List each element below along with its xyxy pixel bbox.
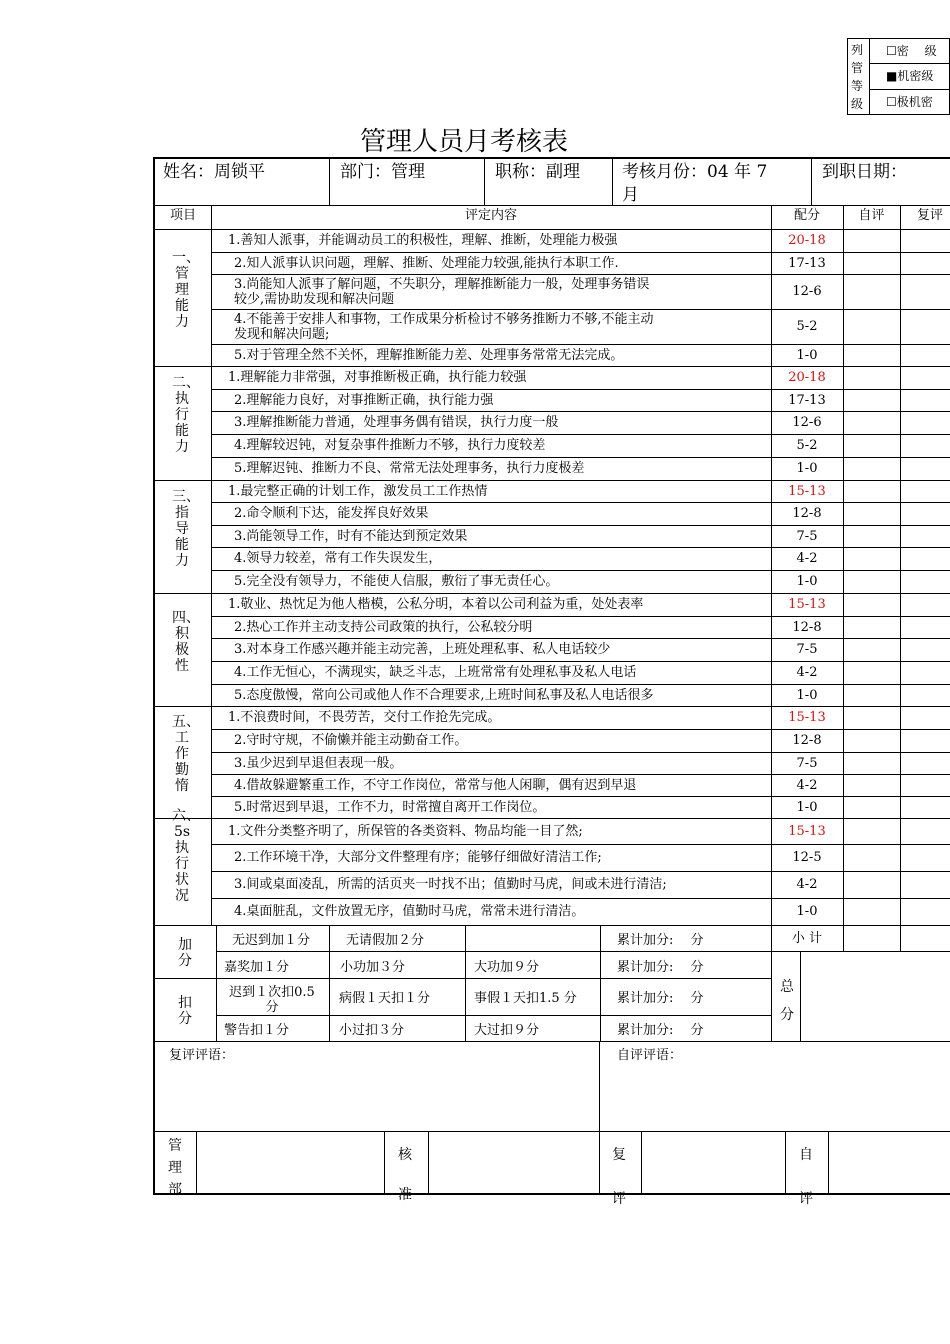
section-label: 三、指导能力	[172, 488, 200, 569]
criterion-score: 12-8	[792, 733, 822, 748]
criterion-score: 20-18	[788, 233, 826, 248]
criterion-text: 3.尚能知人派事了解问题，不失职分，理解推断能力一般，处理事务错误	[234, 276, 650, 292]
department: 部门：管理	[340, 162, 425, 182]
col-review: 复评	[916, 208, 943, 223]
criterion-text: 1.善知人派事，并能调动员工的积极性，理解、推断，处理能力极强	[228, 233, 618, 248]
deduct-1b: 分	[265, 1000, 279, 1015]
bonus-acc-1: 累计加分: 分	[617, 933, 704, 948]
col-self: 自评	[858, 208, 885, 223]
criterion-score: 15-13	[788, 710, 826, 725]
criterion-score: 12-6	[792, 415, 822, 430]
criterion-text: 2.命令顺利下达，能发挥良好效果	[234, 506, 429, 521]
bonus-5: 小功加３分	[340, 960, 406, 975]
section-label: 四、积极性	[172, 609, 200, 674]
section-label: 五、工作勤惰	[172, 714, 200, 794]
criterion-score: 4-2	[796, 665, 818, 680]
criterion-text: 2.理解能力良好，对事推断正确，执行能力强	[234, 392, 494, 408]
deduct-6: 大过扣９分	[474, 1023, 540, 1038]
review-comment-label: 复评评语：	[169, 1048, 235, 1063]
criterion-score: 1-0	[796, 347, 818, 363]
job-title: 职称：副理	[495, 162, 580, 182]
bonus-2: 无请假加２分	[346, 933, 425, 948]
criterion-text: 5.完全没有领导力，不能使人信服，敷衍了事无责任心。	[234, 574, 559, 589]
criterion-text: 3.虽少迟到早退但表现一般。	[234, 755, 403, 771]
criterion-text: 1.理解能力非常强，对事推断极正确，执行能力较强	[228, 370, 527, 385]
criterion-score: 15-13	[788, 597, 826, 612]
bonus-6: 大功加９分	[474, 960, 540, 975]
criterion-score: 1-0	[796, 461, 818, 476]
col-score: 配分	[793, 208, 820, 223]
deduct-1a: 迟到１次扣0.5	[229, 985, 315, 1000]
criterion-text: 4.桌面脏乱，文件放置无序，值勤时马虎，常常未进行清洁。	[234, 904, 585, 919]
criterion-text: 2.守时守规，不偷懒并能主动勤奋工作。	[234, 733, 468, 748]
start-date: 到职日期：	[822, 162, 907, 182]
criterion-score: 5-2	[796, 319, 818, 334]
criterion-text: 4.工作无恒心，不满现实，缺乏斗志，上班常常有处理私事及私人电话	[234, 665, 637, 680]
criterion-score: 1-0	[796, 687, 818, 703]
secrecy-level-3[interactable]: ☐极机密	[886, 95, 933, 109]
criterion-text: 3.尚能领导工作，时有不能达到预定效果	[234, 528, 468, 544]
deduct-label: 扣分	[178, 995, 192, 1027]
criterion-text: 1.文件分类整齐明了，所保管的各类资料、物品均能一目了然;	[228, 823, 583, 839]
criterion-score: 1-0	[796, 904, 818, 919]
criterion-score: 15-13	[788, 483, 826, 499]
criterion-score: 1-0	[796, 574, 818, 589]
criterion-score: 4-2	[796, 551, 818, 566]
criterion-text: 3.间或桌面凌乱，所需的活页夹一时找不出；值勤时马虎，间或未进行清洁;	[234, 877, 667, 892]
secrecy-level-1[interactable]: ☐密 级	[886, 44, 937, 58]
deduct-5: 小过扣３分	[339, 1023, 405, 1038]
secrecy-level-2[interactable]: ■机密级	[886, 69, 934, 83]
criterion-score: 12-6	[792, 284, 822, 299]
total-label: 总分	[780, 979, 794, 1023]
bonus-4: 嘉奖加１分	[224, 960, 290, 975]
page-title: 管理人员月考核表	[360, 127, 569, 157]
criterion-score: 1-0	[796, 799, 818, 815]
criterion-text: 2.知人派事认识问题，理解、推断、处理能力较强,能执行本职工作.	[234, 255, 619, 271]
review-month: 考核月份：04 年 7	[622, 162, 768, 182]
bonus-1: 无迟到加１分	[232, 933, 311, 948]
deduct-2: 病假１天扣１分	[339, 991, 431, 1006]
employee-name: 姓名：周锁平	[163, 162, 265, 182]
deduct-4: 警告扣１分	[224, 1023, 290, 1038]
criterion-text: 1.最完整正确的计划工作，激发员工工作热情	[228, 483, 488, 499]
sig-mgmt-label: 管理部	[168, 1138, 182, 1198]
subtotal-label: 小 计	[791, 931, 823, 946]
sig-approve-label: 核准	[398, 1147, 412, 1203]
section-label: 六、5s执行状况	[172, 807, 200, 904]
section-label: 一、管理能力	[172, 249, 200, 330]
criterion-text-cont: 较少,需协助发现和解决问题	[234, 291, 395, 307]
criterion-text: 1.不浪费时间，不畏劳苦，交付工作抢先完成。	[228, 710, 501, 725]
criterion-score: 4-2	[796, 777, 818, 793]
criterion-text: 2.工作环境干净，大部分文件整理有序；能够仔细做好清洁工作;	[234, 850, 602, 865]
bonus-acc-2: 累计加分: 分	[617, 960, 704, 975]
criterion-text: 5.态度傲慢，常向公司或他人作不合理要求,上班时间私事及私人电话很多	[234, 687, 654, 703]
deduct-acc-2: 累计加分: 分	[617, 1023, 704, 1038]
criterion-score: 12-8	[792, 619, 822, 635]
sig-self-label: 自评	[799, 1147, 813, 1207]
criterion-text: 2.热心工作并主动支持公司政策的执行，公私较分明	[234, 619, 533, 635]
criterion-text: 4.不能善于安排人和事物，工作成果分析检讨不够务推断力不够,不能主动	[234, 311, 654, 327]
criterion-score: 20-18	[788, 370, 826, 385]
criterion-score: 7-5	[796, 528, 818, 544]
criterion-text: 4.理解较迟钝，对复杂事件推断力不够，执行力度较差	[234, 438, 546, 453]
criterion-text-cont: 发现和解决问题;	[234, 326, 330, 342]
criterion-score: 12-8	[792, 506, 822, 521]
review-month-suffix: 月	[622, 185, 639, 205]
criterion-score: 7-5	[796, 755, 818, 771]
criterion-text: 3.对本身工作感兴趣并能主动完善，上班处理私事、私人电话较少	[234, 642, 611, 657]
col-item: 项目	[169, 208, 196, 223]
criterion-score: 17-13	[788, 392, 826, 408]
deduct-acc-1: 累计加分: 分	[617, 991, 704, 1006]
criterion-score: 4-2	[796, 877, 818, 892]
criterion-text: 4.领导力较差，常有工作失误发生，	[234, 551, 442, 566]
criterion-text: 5.理解迟钝、推断力不良、常常无法处理事务，执行力度极差	[234, 461, 585, 476]
deduct-3: 事假１天扣1.5 分	[474, 991, 577, 1006]
self-comment-label: 自评评语：	[617, 1048, 683, 1063]
criterion-text: 1.敬业、热忱足为他人楷模，公私分明，本着以公司利益为重，处处表率	[228, 597, 644, 612]
criterion-score: 15-13	[788, 823, 826, 839]
secrecy-side-label: 列管等级	[850, 43, 863, 111]
criterion-score: 12-5	[792, 850, 822, 865]
section-label: 二、执行能力	[172, 375, 200, 455]
criterion-text: 4.借故躲避繁重工作，不守工作岗位，常常与他人闲聊，偶有迟到早退	[234, 777, 637, 793]
criterion-text: 5.对于管理全然不关怀，理解推断能力差、处理事务常常无法完成。	[234, 347, 624, 363]
criterion-score: 17-13	[788, 255, 826, 271]
criterion-score: 5-2	[796, 438, 818, 453]
criterion-text: 5.时常迟到早退，工作不力，时常擅自离开工作岗位。	[234, 799, 546, 815]
criterion-text: 3.理解推断能力普通，处理事务偶有错误，执行力度一般	[234, 415, 559, 430]
sig-review-label: 复评	[612, 1147, 626, 1207]
bonus-label: 加分	[178, 937, 192, 969]
col-content: 评定内容	[464, 208, 517, 223]
criterion-score: 7-5	[796, 642, 818, 657]
